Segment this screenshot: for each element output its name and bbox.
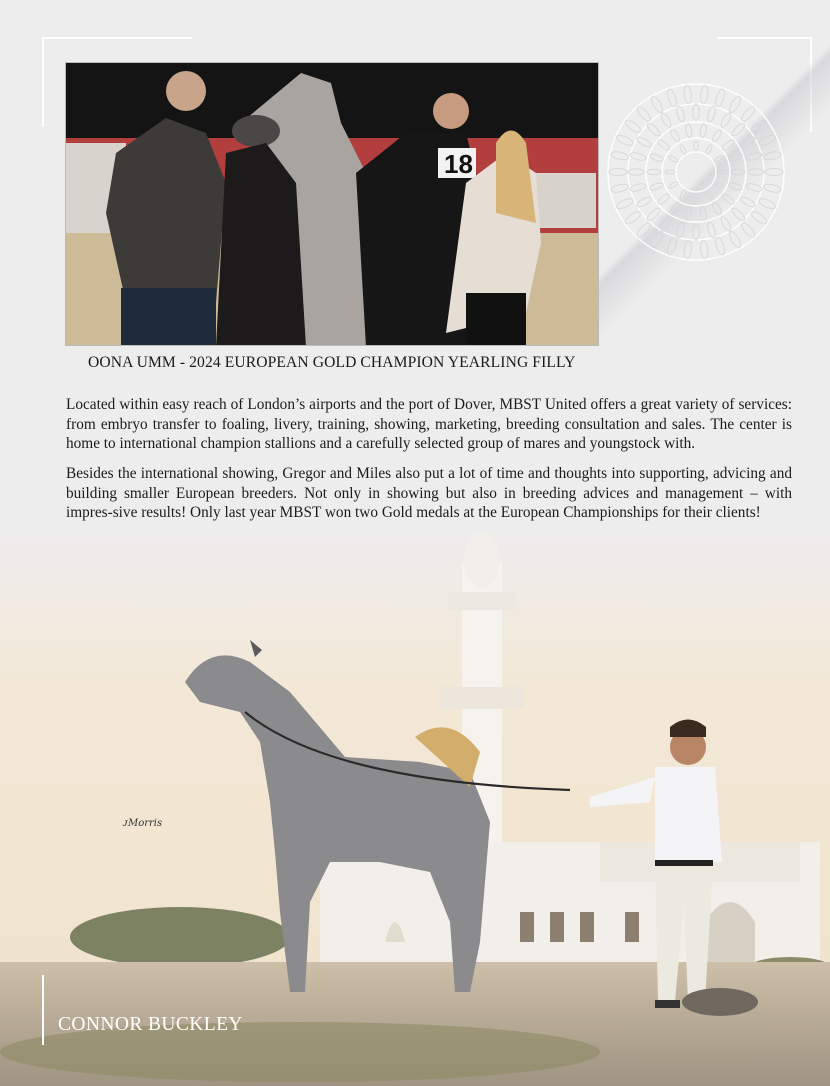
paragraph-2: Besides the international showing, Gregor and Miles also put a lot of time and thoughts into supporting, advicing and building smaller European breeders. Not only in showing but also in breeding advices and management – with impres-sive results! Only last year MBST won two Gold medals at the European Championships for their clients!	[66, 465, 792, 521]
competitor-number: 18	[444, 149, 473, 179]
frame-corner-top-left-v	[42, 37, 44, 127]
bottom-photo-horse-and-handler	[0, 522, 830, 1086]
top-photo-champion-filly	[65, 62, 599, 346]
paragraph-1: Located within easy reach of London’s airports and the port of Dover, MBST United offers a great variety of services: from embryo transfer to foaling, livery, training, showing, marketing, breeding consultation and sales. The center is home to international champion stallions and a carefully selected group of mares and youngstock with.	[66, 396, 792, 452]
photographer-signature: ᴊMorris	[123, 818, 163, 829]
frame-corner-bottom-left-v	[42, 975, 44, 1045]
photo-caption: OONA UMM - 2024 EUROPEAN GOLD CHAMPION YEARLING FILLY	[88, 354, 576, 371]
frame-corner-top-left-h	[42, 37, 192, 39]
mandala-ornament	[596, 42, 812, 282]
frame-corner-top-right-h	[717, 37, 812, 39]
photo-credit: CONNOR BUCKLEY	[58, 1014, 243, 1035]
